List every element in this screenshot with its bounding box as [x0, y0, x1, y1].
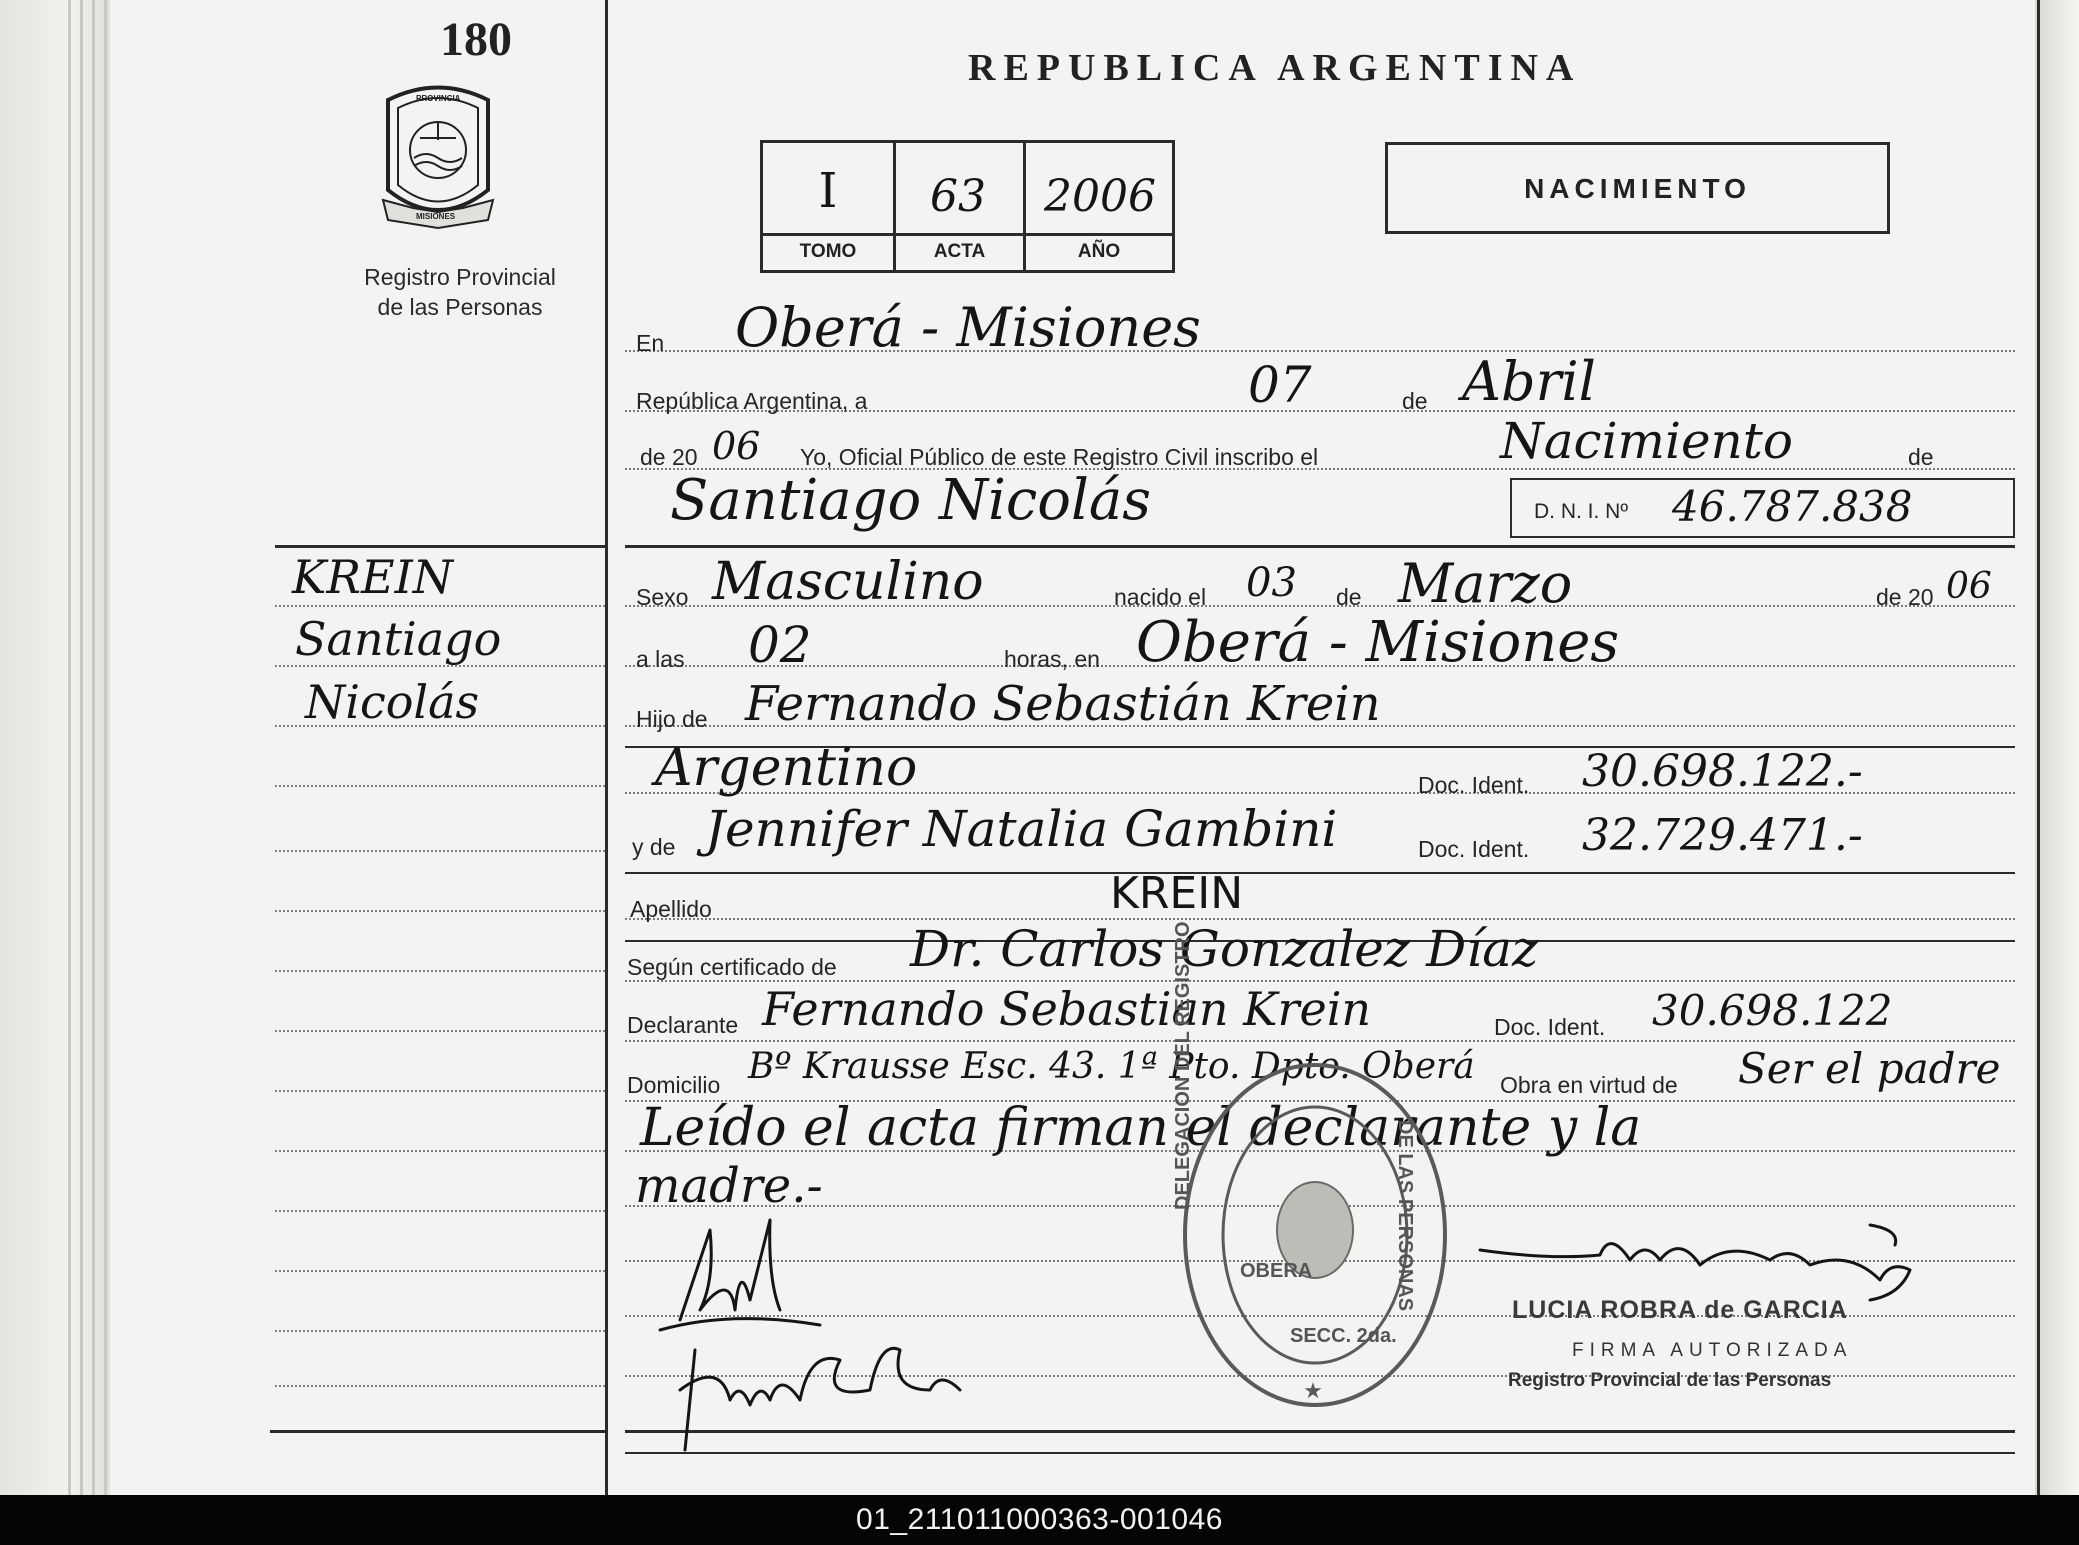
provincial-seal-logo [378, 80, 498, 230]
domicilio-value: Bº Krausse Esc. 43. 1ª Pto. Dpto. Oberá [748, 1046, 1475, 1087]
margin-line [275, 1210, 605, 1212]
alas-label: a las [636, 646, 685, 672]
sexo-value: Masculino [712, 552, 984, 612]
margin-line [275, 910, 605, 912]
page-number: 180 [440, 13, 512, 66]
notes-line-1: Leído el acta firman el declarante y la [640, 1098, 1642, 1158]
acta-value: 63 [930, 171, 986, 222]
sexo-label: Sexo [636, 584, 689, 610]
de-label: de [1402, 388, 1428, 414]
margin-middle-name: Nicolás [305, 675, 480, 729]
tomo-label: TOMO [799, 241, 857, 262]
father-name: Fernando Sebastián Krein [745, 676, 1381, 732]
registry-name-line2: de las Personas [377, 294, 543, 320]
official-office: Registro Provincial de las Personas [1508, 1370, 1832, 1391]
country-title: REPUBLICA ARGENTINA [968, 47, 1582, 89]
margin-first-name: Santiago [295, 612, 502, 666]
margin-bottom-rule [270, 1430, 605, 1433]
nacido-label: nacido el [1114, 584, 1207, 610]
oficial-text: Yo, Oficial Público de este Registro Civil inscribo el [800, 444, 1319, 470]
apellido-value: KREIN [1110, 868, 1244, 919]
record-number-box [760, 140, 1175, 273]
margin-line [275, 1270, 605, 1272]
mother-doc: 32.729.471.- [1582, 810, 1863, 861]
dni-label: D. N. I. Nº [1534, 500, 1629, 523]
stamp-inner-top: OBERA [1240, 1260, 1313, 1282]
father-doc: 30.698.122.- [1582, 746, 1863, 797]
anio-value: 2006 [1044, 171, 1156, 222]
margin-line [275, 1090, 605, 1092]
margin-surname: KREIN [292, 550, 453, 604]
official-name: LUCIA ROBRA de GARCIA [1512, 1296, 1848, 1324]
section-rule [625, 545, 2015, 548]
certificado-label: Según certificado de [627, 954, 837, 980]
declarante-doc: 30.698.122 [1652, 986, 1893, 1035]
birth-day: 03 [1246, 560, 1297, 606]
apellido-label: Apellido [630, 896, 712, 922]
dni-value: 46.787.838 [1672, 482, 1913, 531]
dni-box [1510, 478, 2015, 538]
svg-text:★: ★ [1303, 1378, 1323, 1403]
father-nationality: Argentino [655, 738, 918, 798]
acta-label: ACTA [933, 241, 986, 262]
margin-line [275, 1150, 605, 1152]
registry-name-line1: Registro Provincial [364, 264, 556, 290]
registry-name [330, 262, 590, 322]
official-signature [1470, 1220, 1950, 1340]
margin-line [275, 605, 605, 607]
declarante-value: Fernando Sebastian Krein [762, 982, 1372, 1036]
horas-label: horas, en [1004, 646, 1100, 672]
margin-line [275, 785, 605, 787]
image-id-caption: 01_211011000363-001046 [0, 1495, 2079, 1545]
margin-line [275, 850, 605, 852]
year-suffix: 06 [712, 424, 761, 468]
birth-month: Marzo [1398, 552, 1573, 615]
de20-label: de 20 [640, 444, 698, 470]
doc-ident-label-3: Doc. Ident. [1494, 1014, 1606, 1040]
doc-ident-label-2: Doc. Ident. [1418, 836, 1530, 862]
hijo-label: Hijo de [636, 706, 708, 732]
place-value: Oberá - Misiones [735, 296, 1201, 359]
declarante-label: Declarante [627, 1012, 739, 1038]
en-label: En [636, 330, 665, 356]
obra-label: Obra en virtud de [1500, 1072, 1678, 1098]
child-name: Santiago Nicolás [670, 468, 1152, 533]
obra-value: Ser el padre [1738, 1044, 2001, 1093]
declarant-signatures [640, 1200, 1100, 1460]
official-stamp [1172, 921, 1450, 1410]
domicilio-label: Domicilio [627, 1072, 721, 1098]
page-edge-shadow [2035, 0, 2079, 1495]
margin-line [275, 1330, 605, 1332]
birth-hour: 02 [748, 616, 812, 674]
de20-label-2: de 20 [1876, 584, 1934, 610]
book-binding [0, 0, 120, 1495]
birth-year-suffix: 06 [1946, 566, 1992, 607]
day-value: 07 [1248, 356, 1312, 414]
margin-line [275, 1385, 605, 1387]
inscribed-value: Nacimiento [1500, 412, 1793, 470]
certificado-value: Dr. Carlos Gonzalez Díaz [910, 920, 1539, 978]
stamp-ring-right: DE LAS PERSONAS [1394, 1120, 1416, 1312]
record-type-box [1385, 142, 1890, 234]
de-label-3: de [1336, 584, 1362, 610]
margin-top-rule [275, 545, 605, 548]
doc-ident-label: Doc. Ident. [1418, 772, 1530, 798]
margin-line [275, 1030, 605, 1032]
birth-place: Oberá - Misiones [1136, 610, 1620, 675]
yde-label: y de [632, 834, 676, 860]
seal-top-text: PROVINCIA [416, 94, 461, 103]
anio-label: AÑO [1077, 241, 1121, 262]
official-title: FIRMA AUTORIZADA [1572, 1340, 1853, 1361]
de-label-2: de [1908, 444, 1934, 470]
stamp-ring-left: DELEGACION DEL REGISTRO [1172, 921, 1194, 1210]
month-value: Abril [1462, 350, 1596, 413]
mother-name: Jennifer Natalia Gambini [705, 800, 1338, 858]
tomo-value: I [818, 163, 838, 219]
section-rule [625, 872, 2015, 874]
seal-bottom-text: MISIONES [416, 212, 456, 221]
margin-line [275, 970, 605, 972]
stamp-inner-bottom: SECC. 2da. [1290, 1325, 1397, 1347]
record-type: NACIMIENTO [1524, 173, 1751, 204]
form-line [625, 1040, 2015, 1042]
republica-label: República Argentina, a [636, 388, 868, 414]
notes-line-2: madre.- [635, 1158, 823, 1214]
